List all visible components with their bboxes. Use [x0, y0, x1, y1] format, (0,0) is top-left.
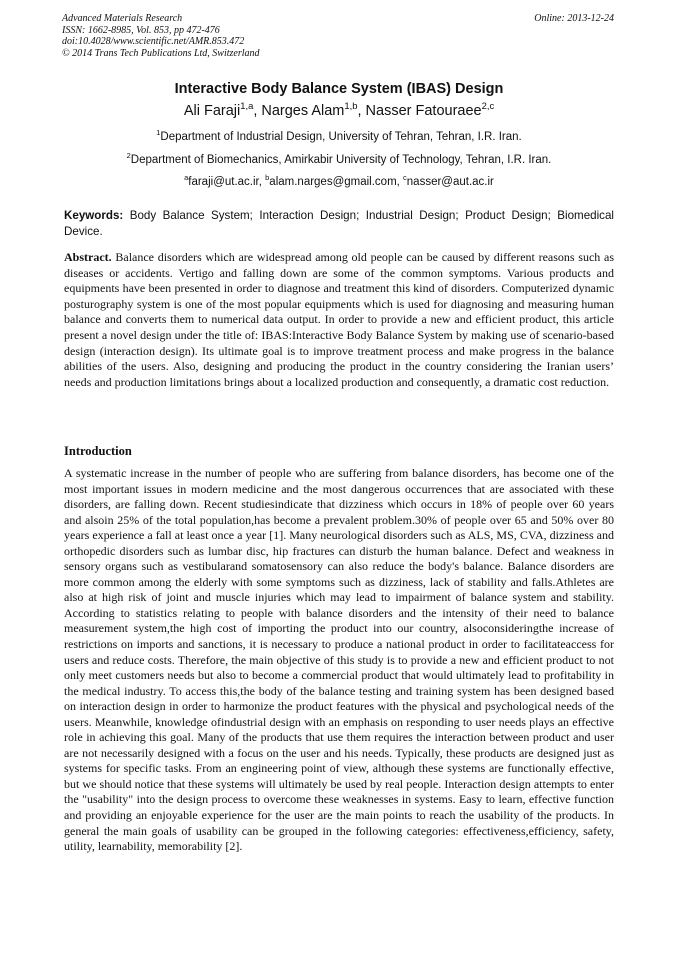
affiliation-text: Department of Biomechanics, Amirkabir University of Technology, Tehran, I.R. Iran. — [130, 154, 552, 166]
copyright-line: © 2014 Trans Tech Publications Ltd, Switzerland — [62, 47, 260, 59]
paper-title: Interactive Body Balance System (IBAS) Design — [174, 81, 504, 97]
abstract-text: Balance disorders which are widespread among old people can be caused by different reasons such as diseases or accidents. Vertigo and falling down are some of the common symptoms. Various products and equipments have been presented in order to diagnose and treatment this kind of disorders. Computerized dynamic posturography system is one of the most popular equipments which is used for diagnosing and measuring human balance and converts them to numerical data output. In order to provide a new and efficient product, this article present a novel design under the title of: IBAS:Interactive Body Balance System by making use of scenario-based design (interaction design). Its ultimate goal is to improve treatment process and make progress in the balance abilities of the users. Also, designing and producing the product in the country considering the Iranian users’ needs and production limitations brings about a localized production and consequently, a dramatic cost reduction. — [64, 250, 614, 389]
abstract-paragraph — [64, 250, 614, 390]
affiliation-2 — [0, 151, 678, 166]
running-header — [62, 13, 618, 59]
affiliation-mark: 1 — [156, 128, 161, 138]
author-name: Ali Faraji — [183, 103, 241, 119]
keywords-text: Body Balance System; Interaction Design; Industrial Design; Product Design; Biomedical Device. — [64, 209, 614, 238]
doi-line: doi:10.4028/www.scientific.net/AMR.853.472 — [62, 36, 245, 47]
introduction-paragraph: A systematic increase in the number of people who are suffering from balance disorders, has become one of the most important issues in modern medicine and the most dangerous occurrences that are associated with these disorders, are falling down. Recent studiesindicate that dizziness which occurs in 18% of people over 60 years and alsoin 25% of the total population,has become a prevalent problem.30% of people over 65 and 50% over 80 years experience a fall at least once a year [1]. Many neurological disorders such as ALS, MS, CVA, dizziness and orthopedic disorders such as lumbar disc, hip fractures can disturb the human balance. Defect and weakness in sensory organs such as vestibularand somatosensory can also reduce the body's balance. Balance disorders are more common among the elderly with some symptoms such as dizziness, lack of stability and falls.Athletes are also at high risk of joint and muscle injuries which may lead to impairment of balance system and stability. According to statistics relating to people with balance disorders and the intensity of their need to balance measurement system,the high cost of importing the product into our country, alsoconsideringthe increase of restrictions on imports and sanctions, it is necessary to produce a national product in order to facilitateaccess for users and reduce costs. Therefore, the main objective of this study is to provide a new and efficient product to not only meet customers needs but also to become a commercial product that would ultimately lead to profitability in the medical industry. To access this,the body of the balance testing and training system has been designed based on interaction design in order to harmonize the product features with the physical and psychological needs of the users. Meanwhile, knowledge ofindustrial design with an emphasis on responding to user needs plays an effective role in achieving this goal. Many of the products that use them requires the interaction between product and user are not necessarily designed with a focus on the user and his needs. Typically, these products are designed just as systems for specific tasks. From an engineering point of view, although these systems are functionally effective, but we should notice that these systems will ultimately be used by real people. Interaction design attempts to enter the "usability" into the design process to overcome these weaknesses in systems. Easy to learn, effective function and providing an enjoyable experience for the user are the main points to reach the usability of the products. In general the main goals of usability can be grouped in the following categories: effectiveness,efficiency, safety, utility, learnability, memorability [2]. — [64, 466, 614, 854]
affiliation-1 — [0, 128, 678, 143]
email-address[interactable]: alam.narges@gmail.com, — [269, 176, 404, 188]
journal-name: Advanced Materials Research — [62, 13, 183, 24]
affiliation-mark: 2 — [126, 151, 131, 161]
author-name: Narges Alam — [261, 103, 345, 119]
email-mark: b — [265, 173, 270, 183]
email-address[interactable]: faraji@ut.ac.ir, — [188, 176, 266, 188]
keywords-paragraph — [64, 208, 614, 239]
email-address[interactable]: nasser@aut.ac.ir — [406, 176, 494, 188]
online-date: Online: 2013-12-24 — [534, 13, 614, 24]
email-mark: a — [184, 173, 189, 183]
affiliation-text: Department of Industrial Design, University of Tehran, Tehran, I.R. Iran. — [160, 131, 522, 143]
author-name: Nasser Fatouraee — [365, 103, 482, 119]
email-list — [0, 173, 678, 188]
issn-line: ISSN: 1662-8985, Vol. 853, pp 472-476 — [62, 24, 220, 36]
author-separator: , — [253, 103, 262, 119]
author-affiliation-mark: 1,a — [240, 100, 254, 112]
author-affiliation-mark: 1,b — [344, 100, 358, 112]
abstract-label: Abstract. — [64, 250, 112, 264]
introduction-heading: Introduction — [64, 444, 132, 458]
author-list — [0, 100, 678, 119]
author-affiliation-mark: 2,c — [481, 100, 495, 112]
author-separator: , — [357, 103, 366, 119]
email-mark: c — [403, 173, 407, 183]
keywords-label: Keywords: — [64, 209, 124, 222]
